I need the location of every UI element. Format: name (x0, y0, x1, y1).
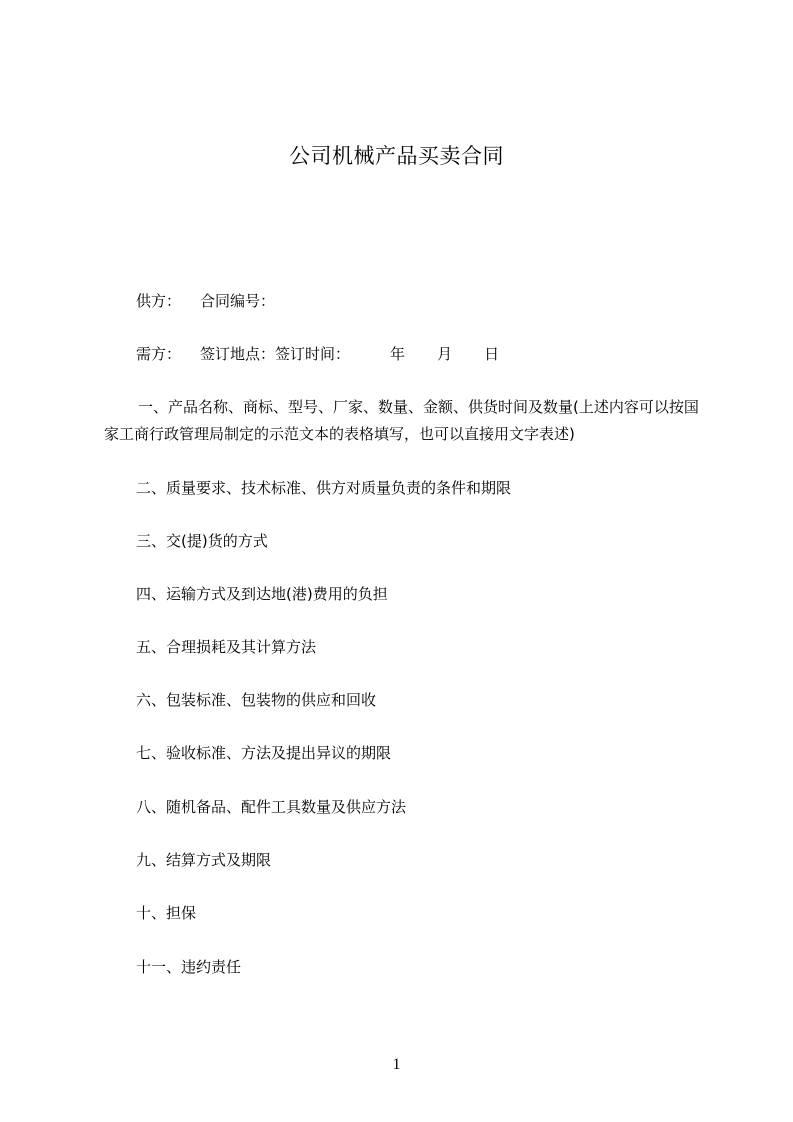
clause-9: 九、结算方式及期限 (136, 851, 272, 869)
contract-number-label: 合同编号： (200, 292, 276, 310)
clause-11: 十一、违约责任 (136, 958, 242, 976)
day-label: 日 (484, 345, 500, 363)
clause-1: 一、产品名称、商标、型号、厂家、数量、金额、供货时间及数量(上述内容可以按国家工商行政管理局制定的示范文本的表格填写，也可以直接用文字表述) (104, 398, 699, 443)
clause-6: 六、包装标准、包装物的供应和回收 (136, 691, 377, 709)
clause-8: 八、随机备品、配件工具数量及供应方法 (136, 798, 407, 816)
clause-2: 二、质量要求、技术标准、供方对质量负责的条件和期限 (136, 479, 512, 497)
supplier-label: 供方： (136, 292, 182, 310)
buyer-line (136, 344, 499, 364)
supplier-line (136, 291, 275, 311)
buyer-label: 需方： (136, 345, 182, 363)
clause-10: 十、担保 (136, 904, 197, 922)
document-title: 公司机械产品买卖合同 (289, 144, 504, 168)
sign-place-label: 签订地点： (200, 345, 276, 363)
month-label: 月 (437, 345, 453, 363)
clause-5: 五、合理损耗及其计算方法 (136, 638, 317, 656)
sign-time-label: 签订时间： (275, 345, 351, 363)
page-number: 1 (392, 1056, 401, 1073)
year-label: 年 (390, 345, 406, 363)
clause-4: 四、运输方式及到达地(港)费用的负担 (136, 585, 388, 603)
clause-7: 七、验收标准、方法及提出异议的期限 (136, 744, 392, 762)
clause-3: 三、交(提)货的方式 (136, 532, 268, 550)
